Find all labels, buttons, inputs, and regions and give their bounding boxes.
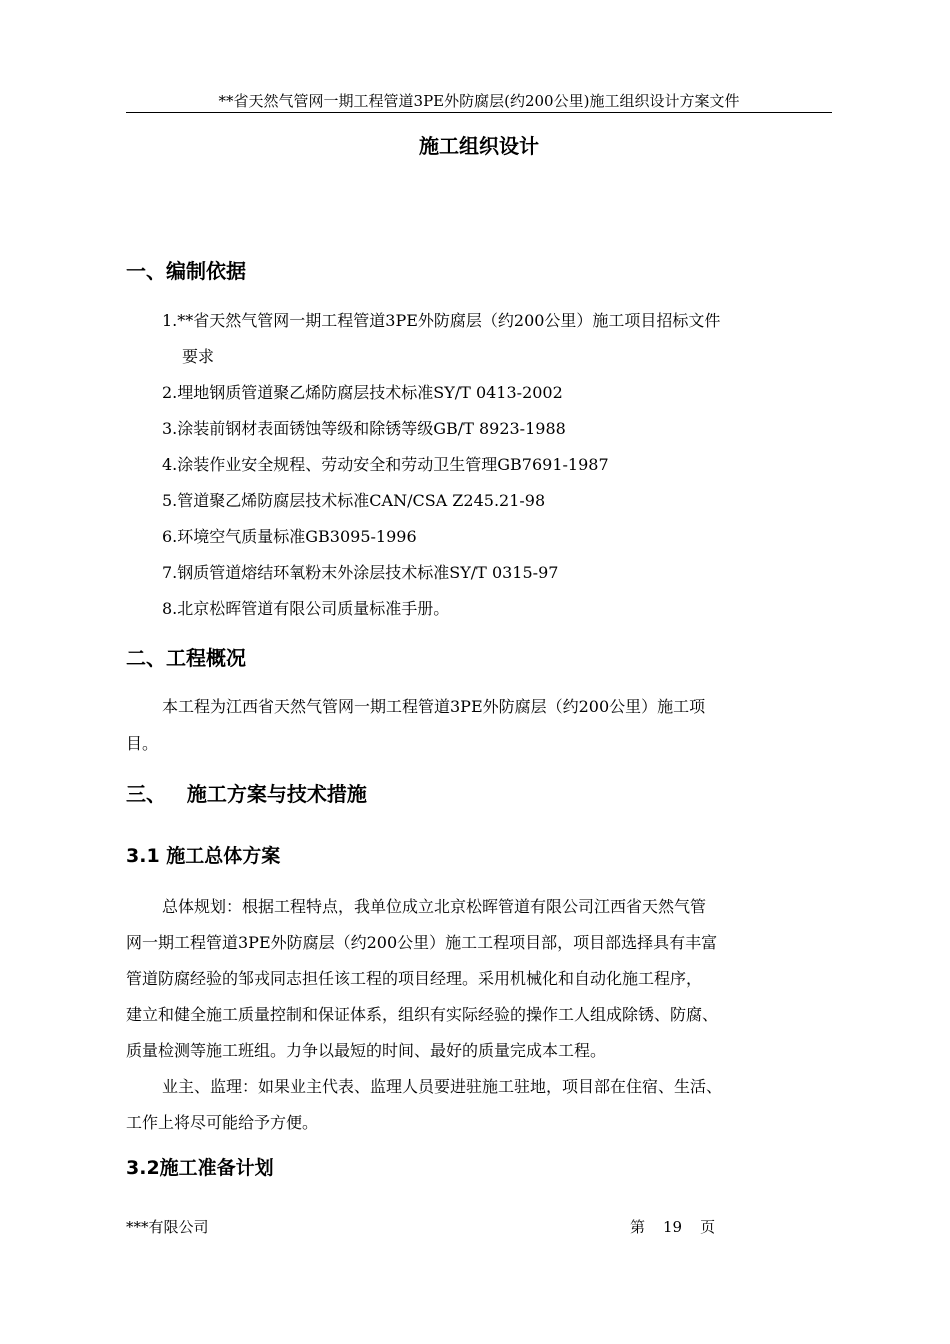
basis-item-5: 5.管道聚乙烯防腐层技术标准CAN/CSA Z245.21-98: [162, 491, 546, 510]
plan-paragraph-2-line-1: 业主、监理：如果业主代表、监理人员要进驻施工驻地，项目部在住宿、生活、: [162, 1077, 723, 1096]
overview-paragraph-line-1: 本工程为江西省天然气管网一期工程管道3PE外防腐层（约200公里）施工项: [162, 697, 706, 716]
plan-paragraph-2-line-2: 工作上将尽可能给予方便。: [126, 1113, 319, 1132]
basis-item-7: 7.钢质管道熔结环氧粉末外涂层技术标准SY/T 0315-97: [162, 563, 559, 582]
plan-paragraph-1-line-3: 管道防腐经验的邹戎同志担任该工程的项目经理。采用机械化和自动化施工程序，: [126, 969, 703, 988]
plan-paragraph-1-line-2: 网一期工程管道3PE外防腐层（约200公里）施工工程项目部，项目部选择具有丰富: [126, 933, 718, 952]
basis-item-1-continued: 要求: [182, 347, 215, 366]
document-title: 施工组织设计: [419, 134, 539, 158]
plan-paragraph-1-line-5: 质量检测等施工班组。力争以最短的时间、最好的质量完成本工程。: [126, 1041, 607, 1060]
basis-item-8: 8.北京松晖管道有限公司质量标准手册。: [162, 599, 450, 618]
footer-page-number: [630, 1216, 715, 1238]
basis-item-4: 4.涂装作业安全规程、劳动安全和劳动卫生管理GB7691-1987: [162, 455, 609, 474]
section-heading-plan: 三、 施工方案与技术措施: [126, 782, 367, 806]
section-heading-overview: 二、工程概况: [126, 646, 246, 670]
plan-paragraph-1-line-1: 总体规划：根据工程特点，我单位成立北京松晖管道有限公司江西省天然气管: [162, 897, 707, 916]
footer-page-prefix: 第: [630, 1218, 646, 1236]
basis-item-6: 6.环境空气质量标准GB3095-1996: [162, 527, 417, 546]
basis-item-1: 1.**省天然气管网一期工程管道3PE外防腐层（约200公里）施工项目招标文件: [162, 311, 721, 330]
running-header: **省天然气管网一期工程管道3PE外防腐层(约200公里)施工组织设计方案文件: [218, 92, 740, 110]
footer-company: ***有限公司: [126, 1218, 209, 1236]
header-rule: [126, 112, 832, 113]
section-heading-basis: 一、编制依据: [126, 259, 246, 283]
basis-item-3: 3.涂装前钢材表面锈蚀等级和除锈等级GB/T 8923-1988: [162, 419, 566, 438]
footer-page-suffix: 页: [700, 1218, 716, 1236]
subsection-heading-3-1: 3.1 施工总体方案: [126, 845, 281, 867]
basis-item-2: 2.埋地钢质管道聚乙烯防腐层技术标准SY/T 0413-2002: [162, 383, 563, 402]
plan-paragraph-1-line-4: 建立和健全施工质量控制和保证体系，组织有实际经验的操作工人组成除锈、防腐、: [126, 1005, 719, 1024]
subsection-heading-3-2: 3.2施工准备计划: [126, 1157, 274, 1179]
footer-page-value: 19: [663, 1218, 683, 1236]
overview-paragraph-line-2: 目。: [126, 734, 159, 753]
